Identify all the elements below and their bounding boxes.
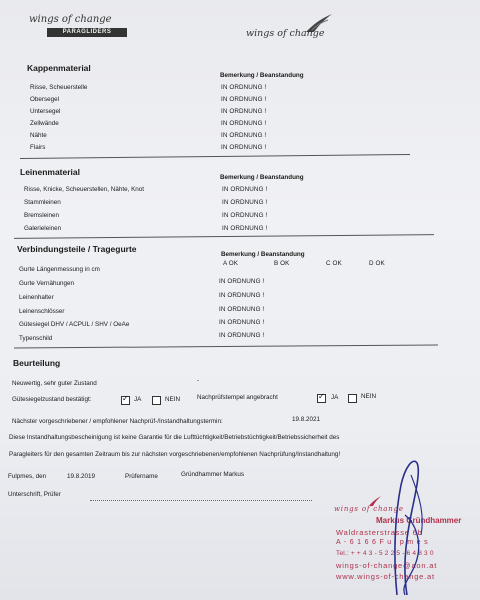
row-label: Risse, Scheuerstelle xyxy=(30,84,88,91)
yes-label: JA xyxy=(331,394,339,401)
disclaimer-line-2: Paragleiters für den gesamten Zeitraum bis zur nächsten vorgeschriebenen/empfohlenen Nachprüfung/Instandhaltung! xyxy=(9,451,341,458)
row-label: Leinenschlösser xyxy=(19,308,65,315)
inspector-name-label: Prüfername xyxy=(125,473,158,480)
row-value: IN ORDNUNG ! xyxy=(221,108,267,115)
section-title-beurteilung: Beurteilung xyxy=(13,358,61,368)
section-divider xyxy=(14,234,434,239)
row-label: Flairs xyxy=(30,144,46,151)
next-inspection-date: 19.8.2021 xyxy=(292,416,321,423)
stamp-name: Markus Gründhammer xyxy=(376,516,462,525)
section-title-verbindungsteile: Verbindungsteile / Tragegurte xyxy=(17,244,137,254)
center-logo xyxy=(246,12,356,46)
logo-sub-text: PARAGLIDERS xyxy=(47,28,127,37)
row-label: Stammleinen xyxy=(24,199,61,206)
row-label: Galerieleinen xyxy=(24,225,62,232)
no-label: NEIN xyxy=(165,396,181,403)
row-value: IN ORDNUNG ! xyxy=(219,319,265,326)
quality-seal-yes-checkbox[interactable] xyxy=(121,396,130,405)
section-divider xyxy=(14,345,438,349)
disclaimer-line-1: Diese Instandhaltungsbescheinigung ist keine Garantie für die Lufttüchtigkeit/Betriebstüchtigkeit/Betriebssicherheit des xyxy=(9,434,340,441)
yes-label: JA xyxy=(134,396,142,403)
signature-line xyxy=(90,500,312,501)
row-value: IN ORDNUNG ! xyxy=(219,332,265,339)
row-value: IN ORDNUNG ! xyxy=(222,212,268,219)
quality-seal-no-checkbox[interactable] xyxy=(152,396,161,405)
row-label: Leinenhalter xyxy=(19,294,54,301)
row-label: Obersegel xyxy=(30,96,60,103)
inspection-stamp-label: Nachprüfstempel angebracht xyxy=(197,394,278,401)
row-label: Gurte Längenmessung in cm xyxy=(19,266,100,273)
row-label: Risse, Knicke, Scheuerstellen, Nähte, Knot xyxy=(24,186,145,193)
stamp-phone: Tel.: + + 4 3 - 5 2 2 5 - 6 4 8 3 0 xyxy=(336,550,434,557)
center-logo-text: wings of change xyxy=(246,28,325,39)
place-date-label: Fulpmes, den xyxy=(8,473,47,480)
stamp-street: Waldrasterstrasse 6b xyxy=(336,528,423,537)
signature-label: Unterschrift, Prüfer xyxy=(8,491,61,498)
company-logo xyxy=(27,14,127,40)
row-value: IN ORDNUNG ! xyxy=(221,132,267,139)
row-value: IN ORDNUNG ! xyxy=(221,84,267,91)
row-label: Gurte Vernähungen xyxy=(19,280,74,287)
section-title-leinenmaterial: Leinenmaterial xyxy=(20,167,80,177)
inspection-stamp-no-checkbox[interactable] xyxy=(348,394,357,403)
section-title-kappenmaterial: Kappenmaterial xyxy=(27,63,91,73)
inspection-stamp-yes-checkbox[interactable] xyxy=(317,394,326,403)
row-label: Bremsleinen xyxy=(24,212,59,219)
riser-a-status: A OK xyxy=(223,260,239,267)
riser-d-status: D OK xyxy=(369,260,385,267)
riser-b-status: B OK xyxy=(274,260,290,267)
row-value: IN ORDNUNG ! xyxy=(222,199,268,206)
row-value: IN ORDNUNG ! xyxy=(219,278,265,285)
stamp-website: www.wings-of-change.at xyxy=(336,572,435,581)
row-value: IN ORDNUNG ! xyxy=(219,292,265,299)
stamp-logo: wings of change xyxy=(334,505,404,513)
row-value: IN ORDNUNG ! xyxy=(222,225,268,232)
dash: - xyxy=(197,377,200,384)
row-value: IN ORDNUNG ! xyxy=(221,144,267,151)
row-label: Nähte xyxy=(30,132,47,139)
handwritten-signature xyxy=(375,455,445,600)
condition-text: Neuwertig, sehr guter Zustand xyxy=(12,380,97,387)
row-label: Gütesiegel DHV / ACPUL / SHV / OeAe xyxy=(19,321,130,328)
no-label: NEIN xyxy=(361,393,377,400)
row-value: IN ORDNUNG ! xyxy=(221,96,267,103)
section-divider xyxy=(20,154,410,159)
row-value: IN ORDNUNG ! xyxy=(222,186,268,193)
row-label: Zellwände xyxy=(30,120,59,127)
quality-seal-label: Gütesiegelzustand bestätigt: xyxy=(12,396,92,403)
row-value: IN ORDNUNG ! xyxy=(221,120,267,127)
row-label: Untersegel xyxy=(30,108,61,115)
logo-brand-text: wings of change xyxy=(29,14,112,25)
stamp-email: wings-of-change@aon.at xyxy=(336,561,438,570)
riser-c-status: C OK xyxy=(326,260,342,267)
next-inspection-label: Nächster vorgeschriebener / empfohlener Nachprüf-/Instandhaltungstermin: xyxy=(12,418,223,425)
inspector-name: Gründhammer Markus xyxy=(181,471,244,478)
remark-header: Bemerkung / Beanstandung xyxy=(220,72,304,79)
remark-header: Bemerkung / Beanstandung xyxy=(220,174,304,181)
row-value: IN ORDNUNG ! xyxy=(219,306,265,313)
remark-header: Bemerkung / Beanstandung xyxy=(221,251,305,258)
inspection-date: 19.8.2019 xyxy=(67,473,96,480)
row-label: Typenschild xyxy=(19,335,53,342)
stamp-city: A - 6 1 6 6 F u l p m e s xyxy=(336,539,429,546)
